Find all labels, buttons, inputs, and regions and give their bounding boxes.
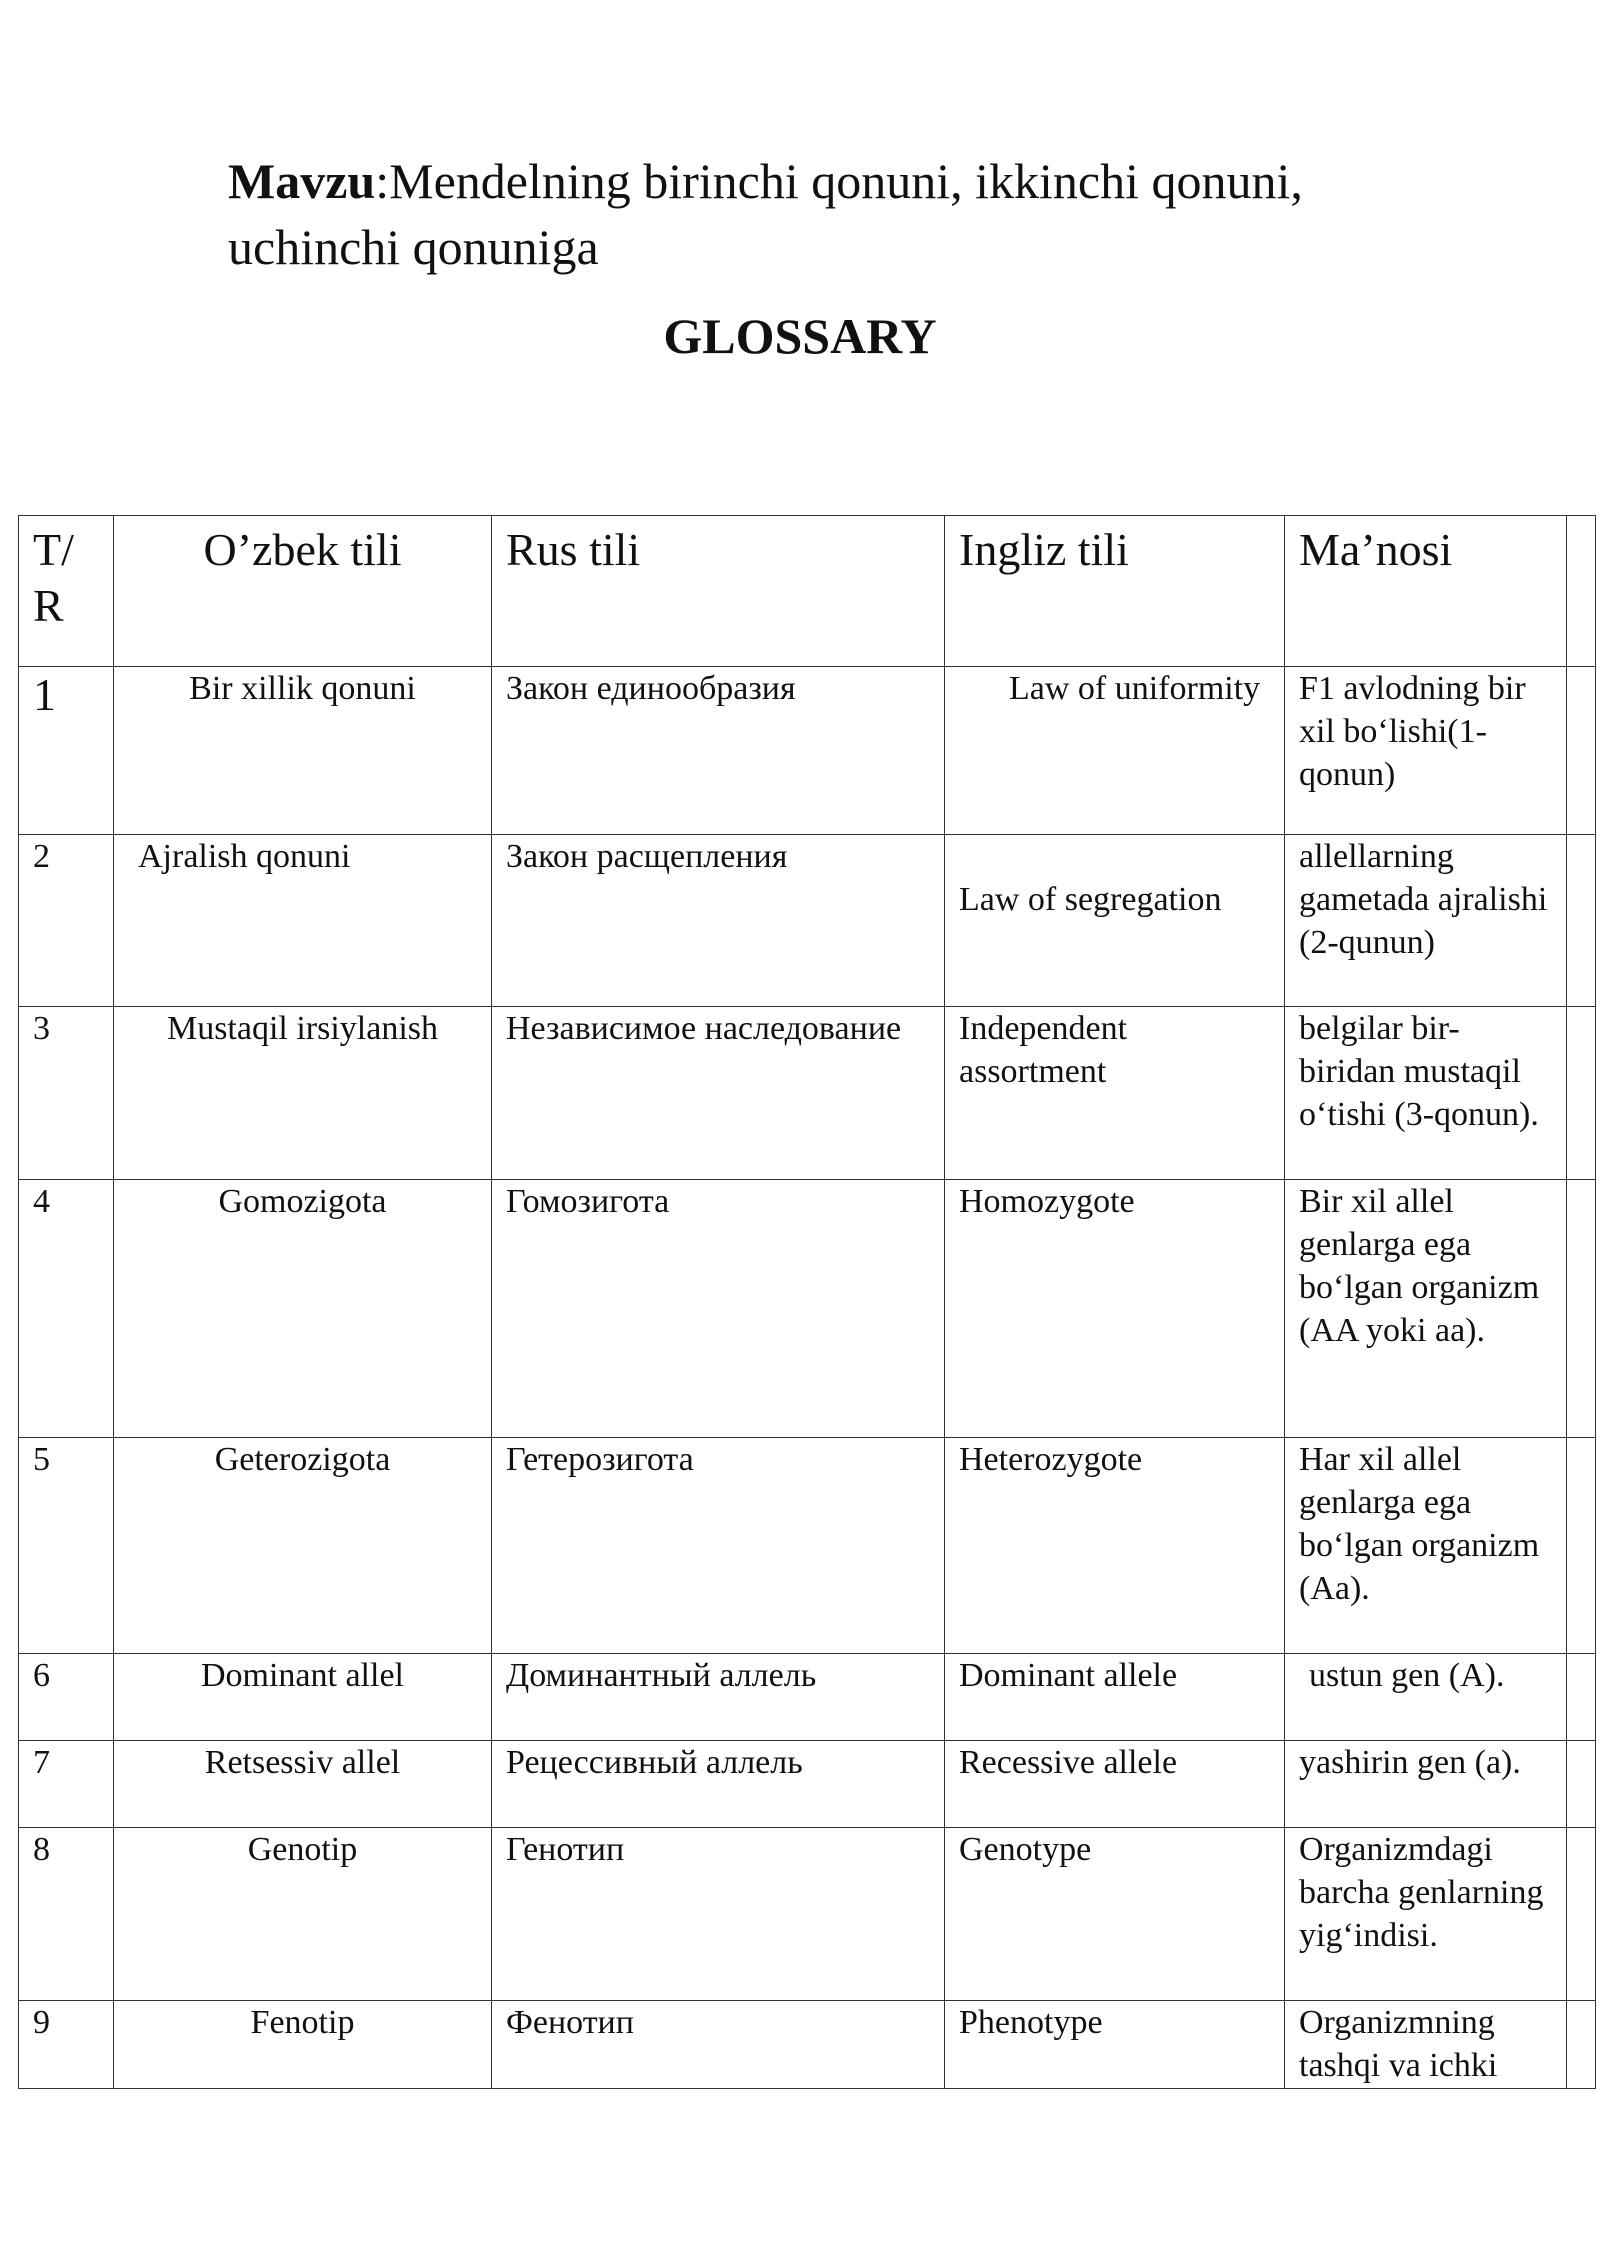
- header-meaning: Ma’nosi: [1285, 516, 1567, 667]
- row-uzbek: Ajralish qonuni: [114, 835, 492, 1007]
- row-english: Phenotype: [945, 2001, 1285, 2089]
- row-english: Law of uniformity: [945, 667, 1285, 835]
- header-uzbek: O’zbek tili: [114, 516, 492, 667]
- table-row: [19, 2001, 1596, 2089]
- table-header-row: [19, 516, 1596, 667]
- row-num: 9: [19, 2001, 114, 2089]
- glossary-table: [18, 515, 1596, 2089]
- row-russian: Закон единообразия: [492, 667, 945, 835]
- row-russian: Гетерозигота: [492, 1438, 945, 1654]
- row-num: 3: [19, 1007, 114, 1180]
- table-row: [19, 1007, 1596, 1180]
- page-title: GLOSSARY: [663, 308, 937, 364]
- row-num: 7: [19, 1741, 114, 1828]
- row-english: Homozygote: [945, 1180, 1285, 1438]
- table-row: [19, 1438, 1596, 1654]
- topic-heading: [228, 148, 1478, 280]
- table-row: [19, 1741, 1596, 1828]
- row-uzbek: Fenotip: [114, 2001, 492, 2089]
- table-edge-cell: [1567, 2001, 1596, 2089]
- topic-separator: :: [375, 153, 390, 209]
- table-row: [19, 1828, 1596, 2001]
- table-row: [19, 835, 1596, 1007]
- row-uzbek: Retsessiv allel: [114, 1741, 492, 1828]
- row-meaning: yashirin gen (a).: [1285, 1741, 1567, 1828]
- row-num: 4: [19, 1180, 114, 1438]
- row-english: Genotype: [945, 1828, 1285, 2001]
- row-uzbek: Dominant allel: [114, 1654, 492, 1741]
- row-russian: Фенотип: [492, 2001, 945, 2089]
- row-meaning: F1 avlodning bir xil bo‘lishi(1-qonun): [1285, 667, 1567, 835]
- table-edge-cell: [1567, 1654, 1596, 1741]
- row-russian: Рецессивный аллель: [492, 1741, 945, 1828]
- row-num: 2: [19, 835, 114, 1007]
- row-russian: Генотип: [492, 1828, 945, 2001]
- table-edge-cell: [1567, 1438, 1596, 1654]
- table-row: [19, 667, 1596, 835]
- row-meaning: ustun gen (A).: [1285, 1654, 1567, 1741]
- row-meaning: Organizmning tashqi va ichki: [1285, 2001, 1567, 2089]
- table-edge-cell: [1567, 1007, 1596, 1180]
- row-meaning: Har xil allel genlarga ega bo‘lgan organizm (Aa).: [1285, 1438, 1567, 1654]
- header-russian: Rus tili: [492, 516, 945, 667]
- table-edge-cell: [1567, 516, 1596, 667]
- topic-label: Mavzu: [228, 153, 376, 209]
- row-english: Recessive allele: [945, 1741, 1285, 1828]
- table-edge-cell: [1567, 1180, 1596, 1438]
- row-english: Heterozygote: [945, 1438, 1285, 1654]
- row-num: 5: [19, 1438, 114, 1654]
- row-russian: Закон расщепления: [492, 835, 945, 1007]
- row-russian: Независимое наследование: [492, 1007, 945, 1180]
- table-edge-cell: [1567, 835, 1596, 1007]
- row-uzbek: Genotip: [114, 1828, 492, 2001]
- table-edge-cell: [1567, 667, 1596, 835]
- row-english: Independent assortment: [945, 1007, 1285, 1180]
- row-english: Dominant allele: [945, 1654, 1285, 1741]
- row-num: 8: [19, 1828, 114, 2001]
- row-uzbek: Mustaqil irsiylanish: [114, 1007, 492, 1180]
- row-num: 1: [19, 667, 114, 835]
- row-meaning: Bir xil allel genlarga ega bo‘lgan organizm (AA yoki aa).: [1285, 1180, 1567, 1438]
- row-meaning: allellarning gametada ajralishi (2-qunun): [1285, 835, 1567, 1007]
- table-row: [19, 1180, 1596, 1438]
- row-uzbek: Geterozigota: [114, 1438, 492, 1654]
- row-english: Law of segregation: [945, 835, 1285, 1007]
- row-uzbek: Bir xillik qonuni: [114, 667, 492, 835]
- row-russian: Доминантный аллель: [492, 1654, 945, 1741]
- row-russian: Гомозигота: [492, 1180, 945, 1438]
- table-row: [19, 1654, 1596, 1741]
- row-meaning: belgilar bir-biridan mustaqil o‘tishi (3-qonun).: [1285, 1007, 1567, 1180]
- row-uzbek: Gomozigota: [114, 1180, 492, 1438]
- row-num: 6: [19, 1654, 114, 1741]
- table-edge-cell: [1567, 1828, 1596, 2001]
- header-english: Ingliz tili: [945, 516, 1285, 667]
- header-num: T/ R: [19, 516, 114, 667]
- row-meaning: Organizmdagi barcha genlarning yig‘indisi.: [1285, 1828, 1567, 2001]
- topic-text: Mendelning birinchi qonuni, ikkinchi qonuni, uchinchi qonuniga: [228, 153, 1303, 275]
- table-edge-cell: [1567, 1741, 1596, 1828]
